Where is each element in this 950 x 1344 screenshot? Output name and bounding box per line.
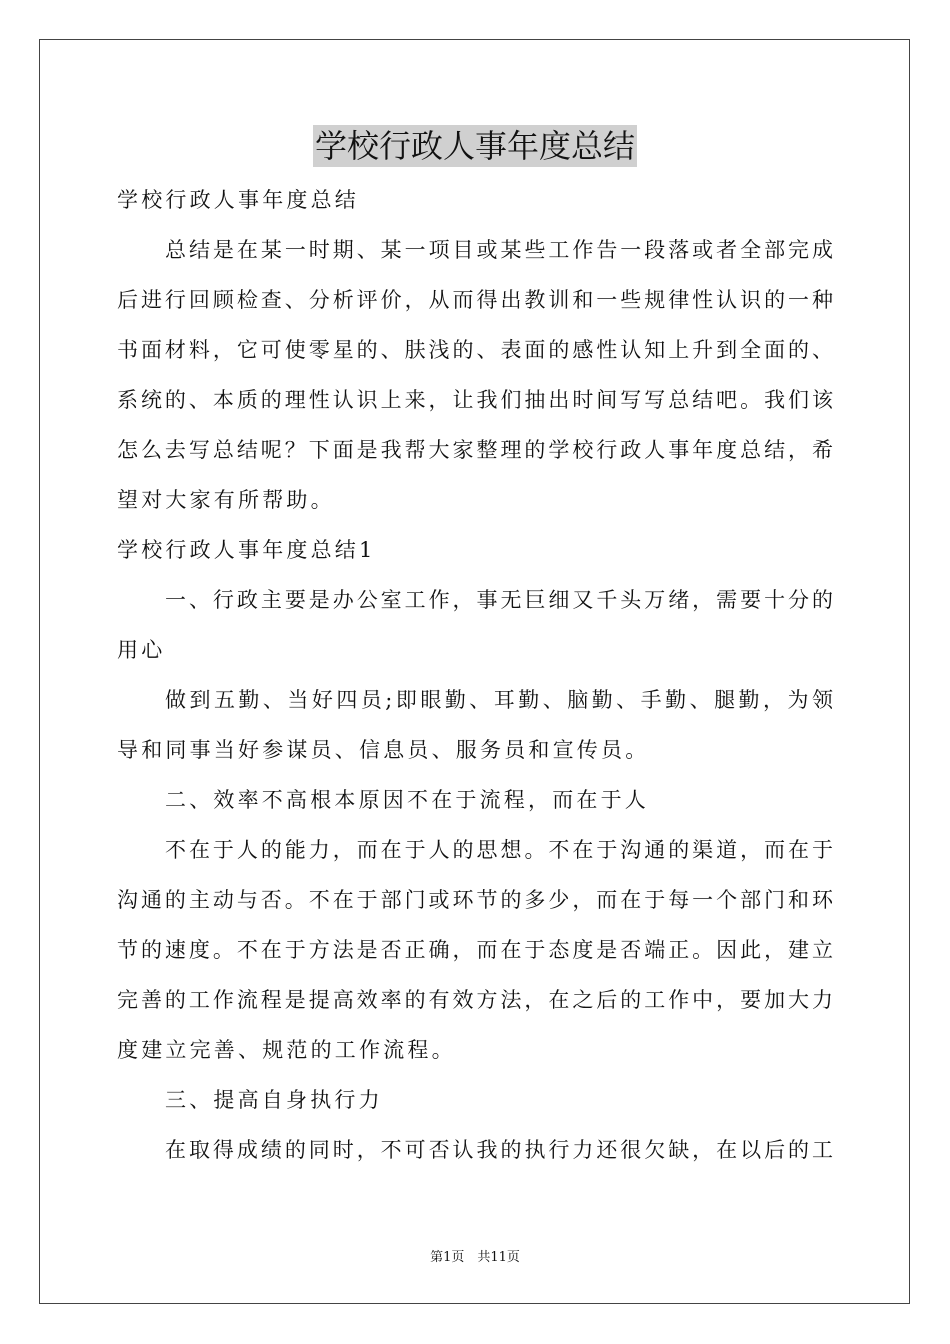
paragraph-line: 做到五勤、当好四员;即眼勤、耳勤、脑勤、手勤、腿勤，为领 <box>165 688 833 712</box>
section-heading: 三、提高自身执行力 <box>165 1088 383 1112</box>
title-container <box>0 125 950 167</box>
paragraph-line: 总结是在某一时期、某一项目或某些工作告一段落或者全部完成 <box>165 238 833 262</box>
subtitle-line: 学校行政人事年度总结 <box>117 188 359 212</box>
paragraph-line: 一、行政主要是办公室工作，事无巨细又千头万绪，需要十分的 <box>165 588 833 612</box>
paragraph-line: 度建立完善、规范的工作流程。 <box>117 1038 456 1062</box>
paragraph-line: 沟通的主动与否。不在于部门或环节的多少，而在于每一个部门和环 <box>117 888 833 912</box>
paragraph-line: 系统的、本质的理性认识上来，让我们抽出时间写写总结吧。我们该 <box>117 388 833 412</box>
paragraph-line: 用心 <box>117 638 166 662</box>
paragraph-line: 在取得成绩的同时，不可否认我的执行力还很欠缺，在以后的工 <box>165 1138 833 1162</box>
paragraph-line: 后进行回顾检查、分析评价，从而得出教训和一些规律性认识的一种 <box>117 288 833 312</box>
page-footer: 第1页 共11页 <box>430 1250 520 1265</box>
paragraph-line: 完善的工作流程是提高效率的有效方法，在之后的工作中，要加大力 <box>117 988 833 1012</box>
paragraph-line: 怎么去写总结呢？下面是我帮大家整理的学校行政人事年度总结，希 <box>117 438 833 462</box>
section-heading: 二、效率不高根本原因不在于流程，而在于人 <box>165 788 649 812</box>
paragraph-line: 节的速度。不在于方法是否正确，而在于态度是否端正。因此，建立 <box>117 938 833 962</box>
document-title: 学校行政人事年度总结 <box>314 127 635 165</box>
document-body <box>117 175 833 1175</box>
paragraph-line: 书面材料，它可使零星的、肤浅的、表面的感性认知上升到全面的、 <box>117 338 833 362</box>
paragraph-line: 不在于人的能力，而在于人的思想。不在于沟通的渠道，而在于 <box>165 838 833 862</box>
section-heading: 学校行政人事年度总结1 <box>117 538 376 562</box>
paragraph-line: 望对大家有所帮助。 <box>117 488 335 512</box>
paragraph-line: 导和同事当好参谋员、信息员、服务员和宣传员。 <box>117 738 650 762</box>
